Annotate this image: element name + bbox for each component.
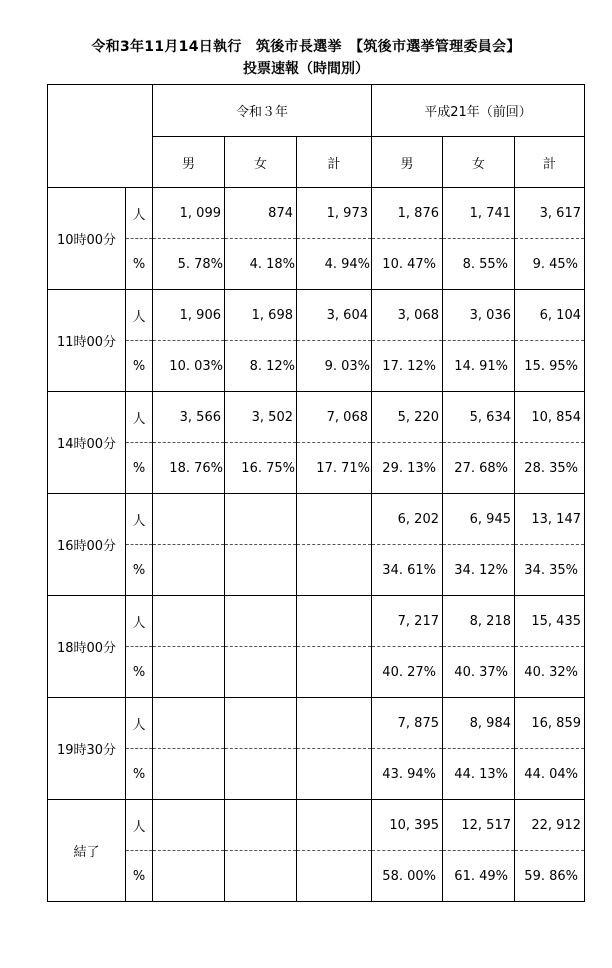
percent-cell: 16. 75% — [225, 443, 297, 494]
percent-cell — [153, 545, 225, 596]
unit-percent: % — [126, 341, 153, 392]
table-row-percent — [48, 647, 585, 698]
table-row-people — [48, 494, 585, 545]
percent-cell — [225, 749, 297, 800]
people-cell: 6, 104 — [515, 290, 585, 341]
percent-cell: 18. 76% — [153, 443, 225, 494]
people-cell — [297, 800, 372, 851]
people-cell: 3, 566 — [153, 392, 225, 443]
unit-people: 人 — [126, 188, 153, 239]
table-row-people — [48, 290, 585, 341]
people-cell: 10, 854 — [515, 392, 585, 443]
time-label: 11時00分 — [48, 290, 126, 392]
people-cell — [153, 698, 225, 749]
people-cell: 6, 945 — [443, 494, 515, 545]
percent-cell: 5. 78% — [153, 239, 225, 290]
time-label: 18時00分 — [48, 596, 126, 698]
time-label: 16時00分 — [48, 494, 126, 596]
unit-percent: % — [126, 647, 153, 698]
people-cell: 3, 502 — [225, 392, 297, 443]
people-cell — [297, 494, 372, 545]
percent-cell: 27. 68% — [443, 443, 515, 494]
unit-percent: % — [126, 443, 153, 494]
percent-cell: 44. 13% — [443, 749, 515, 800]
percent-cell: 10. 47% — [372, 239, 443, 290]
percent-cell: 17. 71% — [297, 443, 372, 494]
sub-header-male: 男 — [153, 137, 225, 188]
unit-percent: % — [126, 749, 153, 800]
people-cell: 15, 435 — [515, 596, 585, 647]
table-row-people — [48, 698, 585, 749]
percent-cell: 29. 13% — [372, 443, 443, 494]
people-cell: 7, 875 — [372, 698, 443, 749]
corner-cell — [48, 85, 153, 188]
percent-cell — [225, 851, 297, 902]
percent-cell: 17. 12% — [372, 341, 443, 392]
people-cell: 22, 912 — [515, 800, 585, 851]
percent-cell: 8. 55% — [443, 239, 515, 290]
people-cell: 8, 218 — [443, 596, 515, 647]
percent-cell: 15. 95% — [515, 341, 585, 392]
people-cell: 1, 099 — [153, 188, 225, 239]
people-cell: 1, 741 — [443, 188, 515, 239]
table-row-percent — [48, 341, 585, 392]
percent-cell: 4. 18% — [225, 239, 297, 290]
unit-people: 人 — [126, 800, 153, 851]
percent-cell: 34. 35% — [515, 545, 585, 596]
unit-percent: % — [126, 239, 153, 290]
people-cell: 1, 973 — [297, 188, 372, 239]
percent-cell — [297, 851, 372, 902]
table-row-percent — [48, 851, 585, 902]
percent-cell — [297, 545, 372, 596]
turnout-table — [47, 84, 585, 902]
table-row-people — [48, 800, 585, 851]
sub-header-total: 計 — [297, 137, 372, 188]
percent-cell: 9. 45% — [515, 239, 585, 290]
people-cell — [153, 494, 225, 545]
people-cell — [153, 596, 225, 647]
percent-cell — [225, 545, 297, 596]
table-row-people — [48, 188, 585, 239]
percent-cell: 9. 03% — [297, 341, 372, 392]
people-cell — [225, 698, 297, 749]
people-cell — [225, 596, 297, 647]
people-cell — [297, 596, 372, 647]
time-label: 14時00分 — [48, 392, 126, 494]
table-row-percent — [48, 239, 585, 290]
unit-people: 人 — [126, 392, 153, 443]
group-header-heisei21: 平成21年（前回） — [372, 85, 585, 137]
time-label: 19時30分 — [48, 698, 126, 800]
unit-people: 人 — [126, 290, 153, 341]
percent-cell: 61. 49% — [443, 851, 515, 902]
percent-cell — [153, 851, 225, 902]
time-label: 結了 — [48, 800, 126, 902]
sub-header-total: 計 — [515, 137, 585, 188]
percent-cell: 40. 32% — [515, 647, 585, 698]
people-cell: 1, 876 — [372, 188, 443, 239]
table-row-percent — [48, 545, 585, 596]
people-cell: 5, 634 — [443, 392, 515, 443]
sub-header-male: 男 — [372, 137, 443, 188]
document-subtitle: 投票速報（時間別） — [243, 61, 369, 77]
people-cell: 13, 147 — [515, 494, 585, 545]
table-row-percent — [48, 443, 585, 494]
percent-cell: 59. 86% — [515, 851, 585, 902]
people-cell: 8, 984 — [443, 698, 515, 749]
percent-cell: 44. 04% — [515, 749, 585, 800]
percent-cell: 10. 03% — [153, 341, 225, 392]
percent-cell: 40. 27% — [372, 647, 443, 698]
people-cell: 1, 906 — [153, 290, 225, 341]
people-cell: 12, 517 — [443, 800, 515, 851]
percent-cell: 4. 94% — [297, 239, 372, 290]
people-cell: 10, 395 — [372, 800, 443, 851]
people-cell: 7, 068 — [297, 392, 372, 443]
people-cell — [297, 698, 372, 749]
percent-cell: 28. 35% — [515, 443, 585, 494]
people-cell — [225, 800, 297, 851]
table-row-people — [48, 596, 585, 647]
percent-cell — [225, 647, 297, 698]
people-cell — [225, 494, 297, 545]
percent-cell: 40. 37% — [443, 647, 515, 698]
sub-header-female: 女 — [443, 137, 515, 188]
table-row-percent — [48, 749, 585, 800]
table-row-people — [48, 392, 585, 443]
people-cell: 3, 036 — [443, 290, 515, 341]
percent-cell: 43. 94% — [372, 749, 443, 800]
people-cell — [153, 800, 225, 851]
people-cell: 3, 604 — [297, 290, 372, 341]
sub-header-female: 女 — [225, 137, 297, 188]
people-cell: 7, 217 — [372, 596, 443, 647]
unit-percent: % — [126, 545, 153, 596]
time-label: 10時00分 — [48, 188, 126, 290]
percent-cell — [153, 647, 225, 698]
document-title: 令和3年11月14日執行 筑後市長選挙 【筑後市選挙管理委員会】 — [91, 39, 521, 55]
people-cell: 5, 220 — [372, 392, 443, 443]
unit-people: 人 — [126, 494, 153, 545]
percent-cell: 34. 61% — [372, 545, 443, 596]
percent-cell: 14. 91% — [443, 341, 515, 392]
people-cell: 3, 068 — [372, 290, 443, 341]
people-cell: 16, 859 — [515, 698, 585, 749]
unit-percent: % — [126, 851, 153, 902]
percent-cell — [297, 749, 372, 800]
people-cell: 874 — [225, 188, 297, 239]
unit-people: 人 — [126, 698, 153, 749]
percent-cell: 34. 12% — [443, 545, 515, 596]
people-cell: 3, 617 — [515, 188, 585, 239]
group-header-reiwa3: 令和３年 — [153, 85, 372, 137]
unit-people: 人 — [126, 596, 153, 647]
people-cell: 1, 698 — [225, 290, 297, 341]
percent-cell — [153, 749, 225, 800]
percent-cell: 8. 12% — [225, 341, 297, 392]
people-cell: 6, 202 — [372, 494, 443, 545]
percent-cell: 58. 00% — [372, 851, 443, 902]
percent-cell — [297, 647, 372, 698]
